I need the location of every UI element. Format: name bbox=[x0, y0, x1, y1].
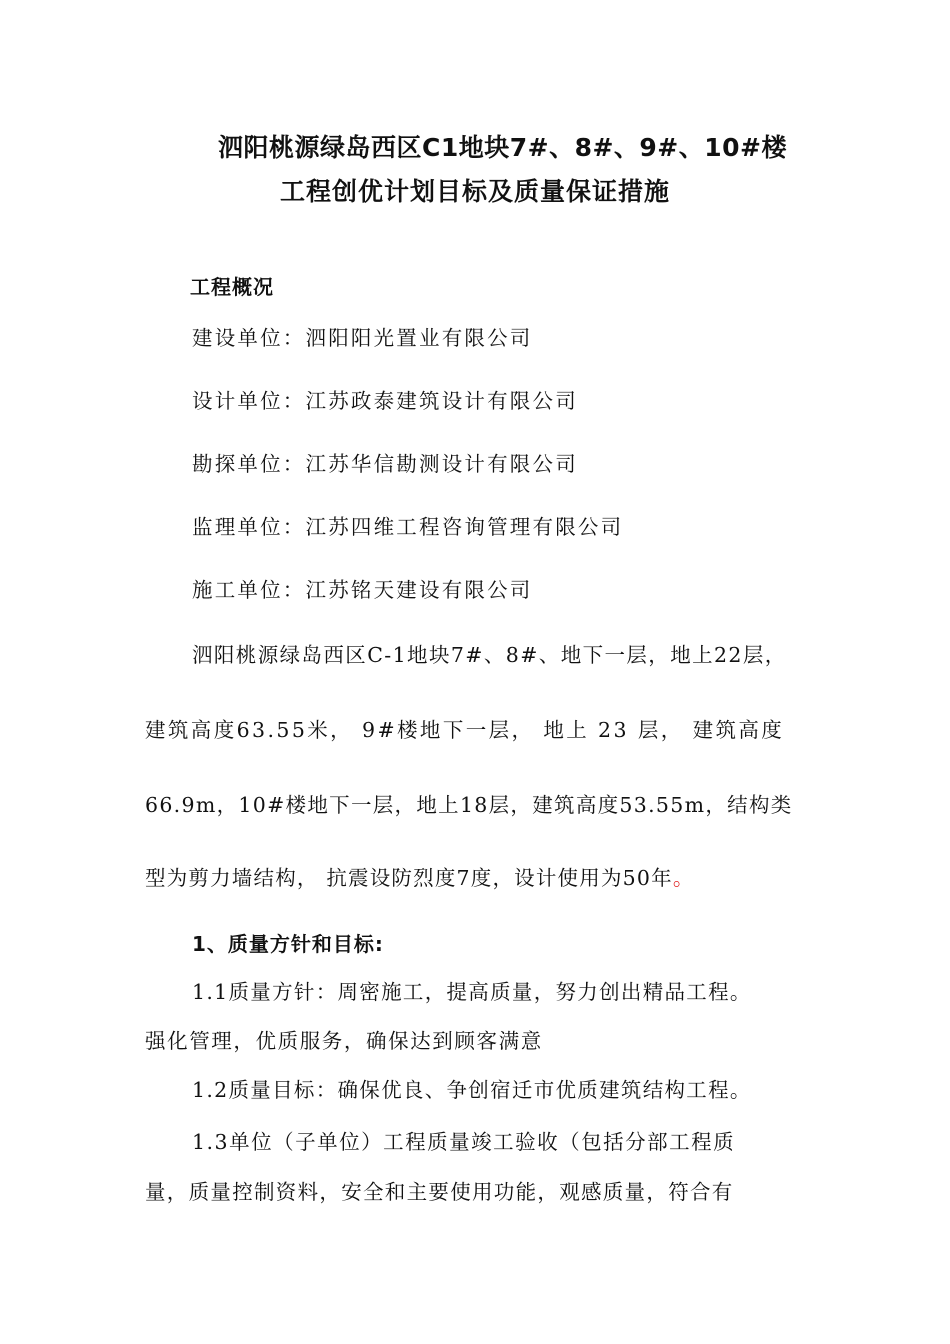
document-title-line-2: 工程创优计划目标及质量保证措施 bbox=[279, 177, 670, 206]
unit-value: 泗阳阳光置业有限公司 bbox=[305, 326, 533, 350]
overview-heading: 工程概况 bbox=[190, 275, 274, 299]
project-description-line: 66.9m，10#楼地下一层，地上18层，建筑高度53.55m，结构类 bbox=[145, 793, 793, 817]
unit-value: 江苏四维工程咨询管理有限公司 bbox=[305, 515, 624, 539]
unit-row-contractor bbox=[192, 573, 533, 603]
description-end-mark: 。 bbox=[672, 866, 695, 890]
unit-label: 设计单位： bbox=[192, 389, 306, 413]
description-text: 型为剪力墙结构， 抗震设防烈度7度，设计使用为50年 bbox=[145, 866, 673, 890]
project-description-line-last bbox=[145, 861, 695, 891]
unit-value: 江苏华信勘测设计有限公司 bbox=[305, 452, 578, 476]
unit-label: 建设单位： bbox=[192, 326, 306, 350]
project-description-line: 建筑高度63.55米， 9#楼地下一层， 地上 23 层， 建筑高度 bbox=[145, 718, 785, 742]
unit-row-designer bbox=[192, 384, 578, 414]
unit-label: 勘探单位： bbox=[192, 452, 306, 476]
unit-value: 江苏铭天建设有限公司 bbox=[305, 578, 533, 602]
unit-label: 施工单位： bbox=[192, 578, 306, 602]
quality-target-line: 1.2质量目标：确保优良、争创宿迁市优质建筑结构工程。 bbox=[192, 1078, 752, 1102]
acceptance-line: 量，质量控制资料，安全和主要使用功能，观感质量，符合有 bbox=[145, 1180, 734, 1204]
project-description-line: 泗阳桃源绿岛西区C-1地块7#、8#、地下一层，地上22层， bbox=[192, 643, 787, 667]
unit-row-survey bbox=[192, 447, 578, 477]
quality-policy-line: 强化管理，优质服务，确保达到顾客满意 bbox=[145, 1029, 543, 1053]
unit-label: 监理单位： bbox=[192, 515, 306, 539]
unit-row-supervisor bbox=[192, 510, 623, 540]
document-title-line-1: 泗阳桃源绿岛西区C1地块7#、8#、9#、10#楼 bbox=[217, 133, 787, 162]
quality-policy-line: 1.1质量方针：周密施工，提高质量，努力创出精品工程。 bbox=[192, 980, 752, 1004]
section-1-heading: 1、质量方针和目标: bbox=[192, 932, 384, 956]
unit-row-owner bbox=[192, 321, 533, 351]
unit-value: 江苏政泰建筑设计有限公司 bbox=[305, 389, 578, 413]
acceptance-line: 1.3单位（子单位）工程质量竣工验收（包括分部工程质 bbox=[192, 1130, 736, 1154]
